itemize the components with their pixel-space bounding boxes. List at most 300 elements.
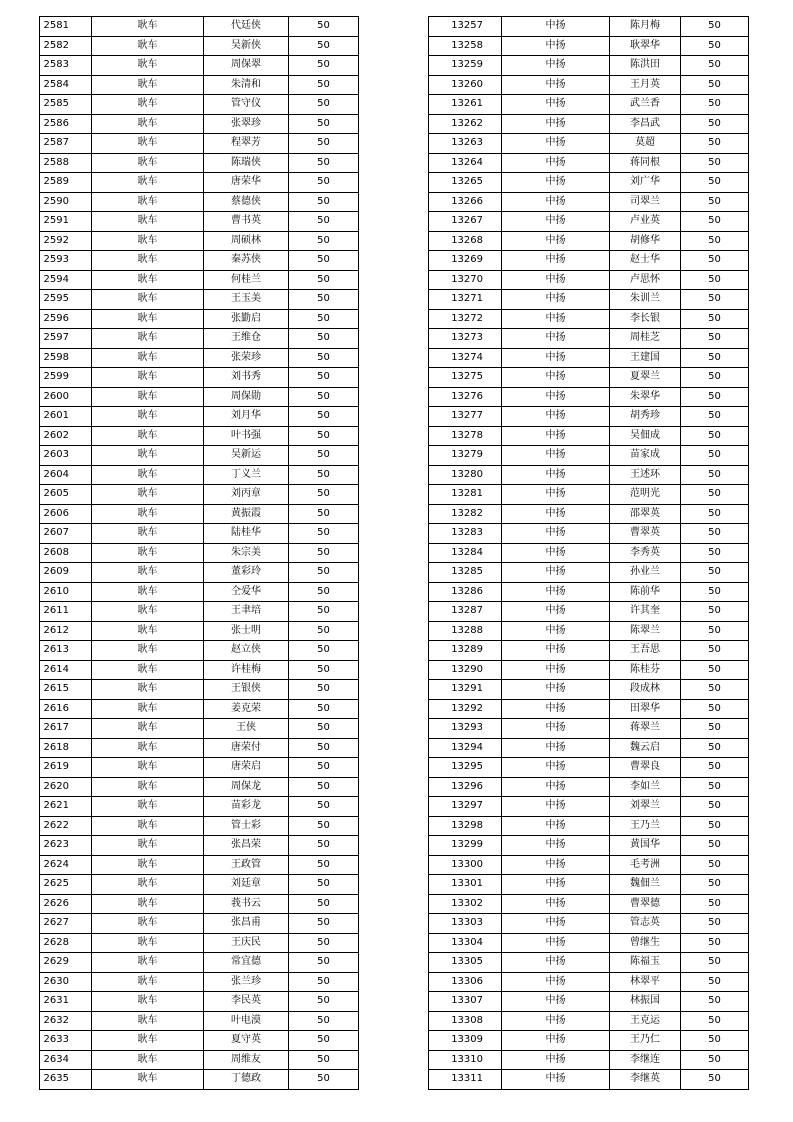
table-row: [40, 563, 359, 583]
left-roster-body: [40, 17, 359, 1090]
town-name: 中扬: [502, 407, 610, 427]
table-row: [40, 387, 359, 407]
person-name: 董彩玲: [204, 563, 289, 583]
person-name: 魏佃兰: [610, 875, 681, 895]
person-name: 王庆民: [204, 933, 289, 953]
row-id: 2620: [40, 777, 92, 797]
town-name: 耿车: [92, 192, 204, 212]
table-row: [40, 153, 359, 173]
person-name: 吴佃成: [610, 426, 681, 446]
amount-value: 50: [681, 758, 749, 778]
person-name: 唐荣华: [204, 173, 289, 193]
amount-value: 50: [681, 621, 749, 641]
table-row: [429, 660, 749, 680]
town-name: 耿车: [92, 855, 204, 875]
row-id: 13306: [429, 972, 502, 992]
person-name: 毛考洲: [610, 855, 681, 875]
table-row: [40, 777, 359, 797]
town-name: 中扬: [502, 368, 610, 388]
person-name: 刘廷章: [204, 875, 289, 895]
row-id: 2618: [40, 738, 92, 758]
person-name: 张荣珍: [204, 348, 289, 368]
row-id: 13269: [429, 251, 502, 271]
person-name: 程翠芳: [204, 134, 289, 154]
amount-value: 50: [681, 348, 749, 368]
town-name: 耿车: [92, 465, 204, 485]
amount-value: 50: [681, 134, 749, 154]
table-row: [429, 543, 749, 563]
person-name: 王侠: [204, 719, 289, 739]
amount-value: 50: [681, 56, 749, 76]
person-name: 曾继生: [610, 933, 681, 953]
table-row: [429, 836, 749, 856]
table-row: [40, 231, 359, 251]
town-name: 中扬: [502, 953, 610, 973]
town-name: 中扬: [502, 329, 610, 349]
row-id: 2615: [40, 680, 92, 700]
table-row: [40, 1050, 359, 1070]
table-row: [40, 114, 359, 134]
town-name: 中扬: [502, 875, 610, 895]
amount-value: 50: [681, 875, 749, 895]
row-id: 2606: [40, 504, 92, 524]
row-id: 2634: [40, 1050, 92, 1070]
row-id: 13305: [429, 953, 502, 973]
amount-value: 50: [681, 485, 749, 505]
row-id: 13285: [429, 563, 502, 583]
town-name: 中扬: [502, 426, 610, 446]
town-name: 中扬: [502, 465, 610, 485]
table-row: [429, 36, 749, 56]
table-row: [40, 992, 359, 1012]
town-name: 中扬: [502, 36, 610, 56]
row-id: 13261: [429, 95, 502, 115]
table-row: [40, 1011, 359, 1031]
person-name: 代廷侠: [204, 17, 289, 37]
person-name: 蒋同根: [610, 153, 681, 173]
table-row: [40, 933, 359, 953]
person-name: 曹翠英: [610, 524, 681, 544]
row-id: 2622: [40, 816, 92, 836]
amount-value: 50: [681, 212, 749, 232]
person-name: 许桂梅: [204, 660, 289, 680]
table-row: [429, 368, 749, 388]
person-name: 司翠兰: [610, 192, 681, 212]
amount-value: 50: [289, 641, 359, 661]
person-name: 朱翠华: [610, 387, 681, 407]
table-row: [40, 680, 359, 700]
table-row: [429, 641, 749, 661]
amount-value: 50: [289, 95, 359, 115]
town-name: 中扬: [502, 212, 610, 232]
town-name: 耿车: [92, 348, 204, 368]
amount-value: 50: [289, 1011, 359, 1031]
table-row: [40, 465, 359, 485]
town-name: 耿车: [92, 56, 204, 76]
row-id: 13308: [429, 1011, 502, 1031]
town-name: 中扬: [502, 192, 610, 212]
table-row: [429, 290, 749, 310]
table-row: [40, 758, 359, 778]
town-name: 耿车: [92, 699, 204, 719]
person-name: 王月英: [610, 75, 681, 95]
person-name: 魏云启: [610, 738, 681, 758]
person-name: 唐荣启: [204, 758, 289, 778]
row-id: 13257: [429, 17, 502, 37]
person-name: 陈前华: [610, 582, 681, 602]
row-id: 2611: [40, 602, 92, 622]
amount-value: 50: [289, 719, 359, 739]
town-name: 耿车: [92, 114, 204, 134]
town-name: 耿车: [92, 309, 204, 329]
amount-value: 50: [289, 875, 359, 895]
row-id: 2619: [40, 758, 92, 778]
row-id: 2586: [40, 114, 92, 134]
person-name: 刘月华: [204, 407, 289, 427]
amount-value: 50: [289, 465, 359, 485]
table-row: [40, 56, 359, 76]
table-row: [40, 699, 359, 719]
table-row: [429, 153, 749, 173]
town-name: 中扬: [502, 134, 610, 154]
town-name: 中扬: [502, 836, 610, 856]
table-row: [429, 75, 749, 95]
person-name: 范明光: [610, 485, 681, 505]
town-name: 中扬: [502, 621, 610, 641]
table-row: [429, 524, 749, 544]
person-name: 周保龙: [204, 777, 289, 797]
person-name: 管守仪: [204, 95, 289, 115]
row-id: 2594: [40, 270, 92, 290]
amount-value: 50: [289, 387, 359, 407]
town-name: 耿车: [92, 153, 204, 173]
table-row: [40, 270, 359, 290]
person-name: 周桂芝: [610, 329, 681, 349]
person-name: 朱清和: [204, 75, 289, 95]
person-name: 秦苏侠: [204, 251, 289, 271]
row-id: 13268: [429, 231, 502, 251]
amount-value: 50: [289, 621, 359, 641]
amount-value: 50: [289, 816, 359, 836]
town-name: 耿车: [92, 894, 204, 914]
amount-value: 50: [289, 231, 359, 251]
row-id: 2583: [40, 56, 92, 76]
person-name: 武兰香: [610, 95, 681, 115]
amount-value: 50: [289, 290, 359, 310]
town-name: 耿车: [92, 95, 204, 115]
amount-value: 50: [681, 270, 749, 290]
table-row: [40, 446, 359, 466]
person-name: 王玉美: [204, 290, 289, 310]
row-id: 2605: [40, 485, 92, 505]
table-row: [429, 114, 749, 134]
amount-value: 50: [289, 836, 359, 856]
amount-value: 50: [681, 992, 749, 1012]
town-name: 耿车: [92, 368, 204, 388]
person-name: 李长银: [610, 309, 681, 329]
amount-value: 50: [681, 309, 749, 329]
table-row: [40, 953, 359, 973]
town-name: 耿车: [92, 36, 204, 56]
row-id: 2585: [40, 95, 92, 115]
table-row: [40, 894, 359, 914]
row-id: 13284: [429, 543, 502, 563]
town-name: 耿车: [92, 485, 204, 505]
town-name: 中扬: [502, 270, 610, 290]
amount-value: 50: [681, 1050, 749, 1070]
row-id: 2587: [40, 134, 92, 154]
amount-value: 50: [289, 504, 359, 524]
town-name: 耿车: [92, 933, 204, 953]
row-id: 2633: [40, 1031, 92, 1051]
person-name: 李民英: [204, 992, 289, 1012]
amount-value: 50: [681, 387, 749, 407]
table-row: [429, 485, 749, 505]
town-name: 耿车: [92, 641, 204, 661]
table-row: [429, 855, 749, 875]
amount-value: 50: [681, 719, 749, 739]
amount-value: 50: [289, 446, 359, 466]
person-name: 胡秀珍: [610, 407, 681, 427]
town-name: 耿车: [92, 75, 204, 95]
town-name: 中扬: [502, 680, 610, 700]
amount-value: 50: [289, 173, 359, 193]
person-name: 姜克荣: [204, 699, 289, 719]
row-id: 13258: [429, 36, 502, 56]
table-row: [429, 621, 749, 641]
person-name: 陆桂华: [204, 524, 289, 544]
row-id: 2589: [40, 173, 92, 193]
table-row: [429, 875, 749, 895]
row-id: 2602: [40, 426, 92, 446]
amount-value: 50: [681, 251, 749, 271]
town-name: 中扬: [502, 758, 610, 778]
amount-value: 50: [681, 524, 749, 544]
table-row: [40, 95, 359, 115]
amount-value: 50: [289, 777, 359, 797]
table-row: [40, 914, 359, 934]
row-id: 13292: [429, 699, 502, 719]
row-id: 13302: [429, 894, 502, 914]
amount-value: 50: [681, 738, 749, 758]
person-name: 丁德政: [204, 1070, 289, 1090]
table-row: [429, 1011, 749, 1031]
amount-value: 50: [289, 758, 359, 778]
row-id: 13273: [429, 329, 502, 349]
table-row: [40, 251, 359, 271]
row-id: 13266: [429, 192, 502, 212]
table-row: [429, 972, 749, 992]
town-name: 耿车: [92, 17, 204, 37]
amount-value: 50: [289, 855, 359, 875]
row-id: 13294: [429, 738, 502, 758]
row-id: 13275: [429, 368, 502, 388]
amount-value: 50: [289, 563, 359, 583]
town-name: 中扬: [502, 504, 610, 524]
person-name: 李如兰: [610, 777, 681, 797]
town-name: 耿车: [92, 446, 204, 466]
town-name: 耿车: [92, 953, 204, 973]
row-id: 13291: [429, 680, 502, 700]
amount-value: 50: [289, 75, 359, 95]
row-id: 2628: [40, 933, 92, 953]
town-name: 耿车: [92, 212, 204, 232]
amount-value: 50: [289, 543, 359, 563]
amount-value: 50: [681, 153, 749, 173]
table-row: [40, 602, 359, 622]
person-name: 邵翠英: [610, 504, 681, 524]
town-name: 耿车: [92, 875, 204, 895]
town-name: 中扬: [502, 563, 610, 583]
table-row: [429, 992, 749, 1012]
row-id: 13280: [429, 465, 502, 485]
amount-value: 50: [681, 953, 749, 973]
row-id: 13279: [429, 446, 502, 466]
row-id: 13300: [429, 855, 502, 875]
town-name: 中扬: [502, 816, 610, 836]
town-name: 耿车: [92, 836, 204, 856]
town-name: 中扬: [502, 1070, 610, 1090]
town-name: 中扬: [502, 387, 610, 407]
town-name: 中扬: [502, 348, 610, 368]
row-id: 2592: [40, 231, 92, 251]
table-row: [429, 680, 749, 700]
amount-value: 50: [289, 1070, 359, 1090]
person-name: 周维友: [204, 1050, 289, 1070]
table-row: [429, 309, 749, 329]
amount-value: 50: [681, 543, 749, 563]
town-name: 耿车: [92, 563, 204, 583]
person-name: 陈洪田: [610, 56, 681, 76]
amount-value: 50: [289, 36, 359, 56]
amount-value: 50: [289, 1050, 359, 1070]
row-id: 2617: [40, 719, 92, 739]
person-name: 丁义兰: [204, 465, 289, 485]
amount-value: 50: [289, 914, 359, 934]
table-row: [429, 465, 749, 485]
person-name: 孙业兰: [610, 563, 681, 583]
town-name: 中扬: [502, 797, 610, 817]
table-row: [429, 1050, 749, 1070]
amount-value: 50: [289, 582, 359, 602]
town-name: 耿车: [92, 602, 204, 622]
amount-value: 50: [289, 134, 359, 154]
amount-value: 50: [289, 660, 359, 680]
person-name: 王政管: [204, 855, 289, 875]
person-name: 林翠平: [610, 972, 681, 992]
amount-value: 50: [681, 368, 749, 388]
person-name: 唐荣付: [204, 738, 289, 758]
amount-value: 50: [289, 309, 359, 329]
table-row: [429, 816, 749, 836]
table-row: [429, 387, 749, 407]
row-id: 13267: [429, 212, 502, 232]
town-name: 中扬: [502, 699, 610, 719]
table-row: [40, 816, 359, 836]
row-id: 13307: [429, 992, 502, 1012]
person-name: 卢业英: [610, 212, 681, 232]
town-name: 耿车: [92, 173, 204, 193]
town-name: 中扬: [502, 738, 610, 758]
table-row: [40, 1031, 359, 1051]
row-id: 2599: [40, 368, 92, 388]
amount-value: 50: [681, 36, 749, 56]
table-row: [429, 699, 749, 719]
table-row: [40, 192, 359, 212]
town-name: 中扬: [502, 1031, 610, 1051]
amount-value: 50: [681, 446, 749, 466]
row-id: 2635: [40, 1070, 92, 1090]
table-row: [429, 446, 749, 466]
person-name: 曹翠德: [610, 894, 681, 914]
table-row: [429, 231, 749, 251]
row-id: 2616: [40, 699, 92, 719]
person-name: 刘翠兰: [610, 797, 681, 817]
person-name: 卢思怀: [610, 270, 681, 290]
row-id: 13304: [429, 933, 502, 953]
row-id: 2590: [40, 192, 92, 212]
person-name: 刘广华: [610, 173, 681, 193]
person-name: 田翠华: [610, 699, 681, 719]
amount-value: 50: [681, 933, 749, 953]
amount-value: 50: [681, 231, 749, 251]
town-name: 中扬: [502, 543, 610, 563]
row-id: 13289: [429, 641, 502, 661]
row-id: 2597: [40, 329, 92, 349]
person-name: 叶电漠: [204, 1011, 289, 1031]
table-row: [40, 17, 359, 37]
row-id: 13290: [429, 660, 502, 680]
table-row: [429, 134, 749, 154]
table-row: [40, 738, 359, 758]
row-id: 2621: [40, 797, 92, 817]
person-name: 李秀英: [610, 543, 681, 563]
row-id: 2601: [40, 407, 92, 427]
row-id: 13277: [429, 407, 502, 427]
table-row: [40, 407, 359, 427]
row-id: 2609: [40, 563, 92, 583]
town-name: 中扬: [502, 914, 610, 934]
row-id: 13297: [429, 797, 502, 817]
table-row: [429, 602, 749, 622]
town-name: 耿车: [92, 504, 204, 524]
row-id: 2627: [40, 914, 92, 934]
person-name: 何桂兰: [204, 270, 289, 290]
row-id: 13272: [429, 309, 502, 329]
town-name: 中扬: [502, 933, 610, 953]
amount-value: 50: [681, 114, 749, 134]
row-id: 2632: [40, 1011, 92, 1031]
person-name: 苗家成: [610, 446, 681, 466]
amount-value: 50: [681, 602, 749, 622]
amount-value: 50: [681, 17, 749, 37]
person-name: 吴新侠: [204, 36, 289, 56]
person-name: 张勤启: [204, 309, 289, 329]
town-name: 耿车: [92, 621, 204, 641]
town-name: 中扬: [502, 173, 610, 193]
table-row: [429, 426, 749, 446]
amount-value: 50: [289, 972, 359, 992]
amount-value: 50: [681, 75, 749, 95]
person-name: 李昌武: [610, 114, 681, 134]
amount-value: 50: [289, 485, 359, 505]
person-name: 李继连: [610, 1050, 681, 1070]
town-name: 耿车: [92, 1050, 204, 1070]
person-name: 陈桂芬: [610, 660, 681, 680]
person-name: 刘书秀: [204, 368, 289, 388]
amount-value: 50: [289, 114, 359, 134]
person-name: 管志英: [610, 914, 681, 934]
